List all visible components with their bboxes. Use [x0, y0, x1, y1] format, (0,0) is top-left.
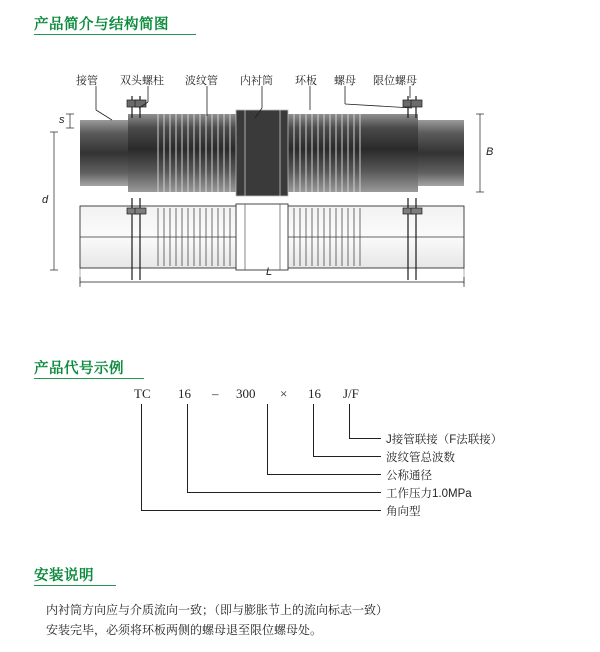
section-rule-code [34, 378, 144, 379]
dimension-s: s [59, 114, 65, 126]
code-token-waves: 16 [308, 386, 321, 401]
section-heading-intro: 产品简介与结构简图 [34, 17, 169, 33]
callout-label-bellows: 波纹管 [185, 75, 218, 87]
code-connector-waves-h [313, 456, 381, 457]
code-desc-waves: 波纹管总波数 [386, 452, 455, 464]
callout-label-double-end-stud: 双头螺柱 [120, 75, 164, 87]
code-token-connection: J/F [343, 386, 359, 401]
code-connector-type-v [141, 404, 142, 510]
install-note-line-2: 安装完毕，必须将环板两侧的螺母退至限位螺母处。 [46, 623, 323, 637]
dimension-d: d [42, 194, 49, 206]
section-heading-code: 产品代号示例 [34, 361, 124, 377]
code-token-dash: – [212, 386, 219, 401]
code-token-pressure: 16 [178, 386, 191, 401]
section-heading-install: 安装说明 [34, 568, 94, 584]
callout-label-limit-nut: 限位螺母 [373, 75, 417, 87]
dimension-B: B [486, 146, 494, 158]
section-rule-install [34, 585, 116, 586]
code-desc-type: 角向型 [386, 506, 421, 518]
structural-diagram [40, 58, 560, 288]
code-desc-pressure: 工作压力1.0MPa [386, 488, 472, 500]
code-connector-type-h [141, 510, 381, 511]
code-token-diameter: 300 [236, 386, 256, 401]
code-connector-pressure-h [187, 492, 381, 493]
code-token-times: × [280, 386, 288, 401]
structural-diagram-svg [40, 58, 560, 288]
code-connector-waves-v [313, 404, 314, 456]
section-rule-intro [34, 34, 196, 35]
install-notes [46, 600, 566, 640]
code-connector-diameter-h [267, 474, 381, 475]
callout-label-nozzle: 接管 [76, 75, 98, 87]
code-desc-connection: J接管联接（F法联接） [386, 434, 503, 446]
code-connector-connection-h [349, 438, 381, 439]
code-desc-diameter: 公称通径 [386, 470, 432, 482]
product-code-diagram [40, 386, 560, 536]
install-note-line-1: 内衬筒方向应与介质流向一致；（即与膨胀节上的流向标志一致） [46, 603, 389, 617]
callout-label-liner: 内衬筒 [240, 75, 273, 87]
code-connector-connection-v [349, 404, 350, 438]
dimension-L: L [266, 266, 273, 278]
callout-label-nut: 螺母 [334, 75, 356, 87]
code-connector-pressure-v [187, 404, 188, 492]
code-token-tc: TC [134, 386, 151, 401]
callout-label-ring-plate: 环板 [295, 75, 317, 87]
code-connector-diameter-v [267, 404, 268, 474]
